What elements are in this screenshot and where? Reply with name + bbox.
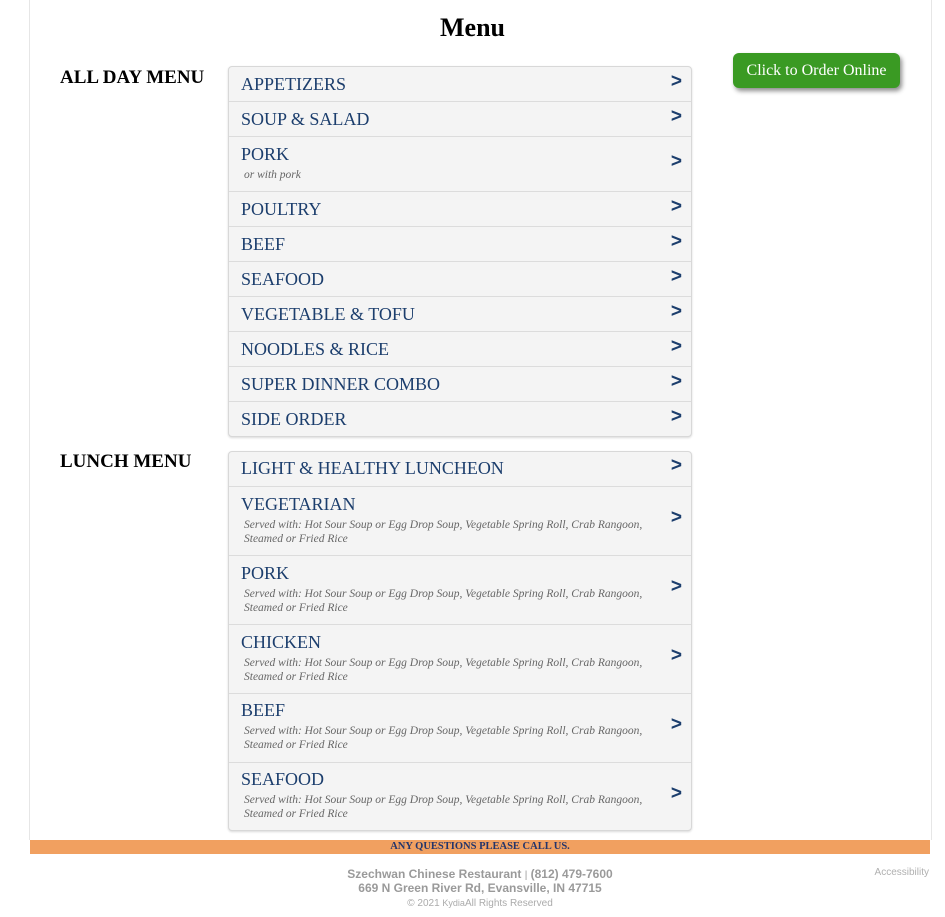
lunch-menu-list	[228, 451, 692, 831]
all-day-menu-label: ALL DAY MENU	[60, 67, 205, 88]
menu-item-vegetarian[interactable]	[229, 486, 691, 555]
restaurant-name: Szechwan Chinese Restaurant	[347, 867, 522, 881]
address-link[interactable]: 669 N Green River Rd, Evansville, IN 47715	[358, 881, 602, 895]
chevron-right-icon: >	[670, 301, 682, 322]
menu-item-title: PORK	[241, 144, 290, 164]
chevron-right-icon: >	[670, 645, 682, 666]
menu-item-noodles-rice[interactable]	[229, 331, 691, 366]
menu-item-title: VEGETARIAN	[241, 494, 356, 514]
chevron-right-icon: >	[670, 455, 682, 476]
chevron-right-icon: >	[670, 196, 682, 217]
menu-item-light-healthy-luncheon[interactable]	[229, 452, 691, 486]
menu-item-title: CHICKEN	[241, 632, 321, 652]
accessibility-link[interactable]: Accessibility	[874, 867, 929, 878]
menu-item-title: LIGHT & HEALTHY LUNCHEON	[241, 458, 504, 478]
all-day-menu-list	[228, 66, 692, 437]
menu-item-title: SEAFOOD	[241, 769, 325, 789]
menu-item-subtitle: Served with: Hot Sour Soup or Egg Drop Soup, Vegetable Spring Roll, Crab Rangoon, Steamed or Fried Rice	[244, 588, 643, 614]
chevron-right-icon: >	[670, 714, 682, 735]
kydia-link[interactable]: Kydia	[442, 898, 465, 908]
menu-item-soup-salad[interactable]	[229, 101, 691, 136]
menu-item-vegetable-tofu[interactable]	[229, 296, 691, 331]
chevron-right-icon: >	[670, 266, 682, 287]
menu-item-super-dinner-combo[interactable]	[229, 366, 691, 401]
menu-item-subtitle: Served with: Hot Sour Soup or Egg Drop Soup, Vegetable Spring Roll, Crab Rangoon, Steamed or Fried Rice	[244, 725, 643, 751]
separator: |	[524, 870, 528, 881]
menu-item-title: NOODLES & RICE	[241, 339, 389, 359]
menu-item-title: BEEF	[241, 700, 286, 720]
menu-item-lunch-seafood[interactable]	[229, 762, 691, 830]
chevron-right-icon: >	[670, 576, 682, 597]
chevron-right-icon: >	[670, 231, 682, 252]
menu-item-appetizers[interactable]	[229, 67, 691, 101]
menu-item-title: VEGETABLE & TOFU	[241, 304, 415, 324]
menu-item-title: SEAFOOD	[241, 269, 325, 289]
menu-item-title: APPETIZERS	[241, 74, 347, 94]
menu-item-subtitle: Served with: Hot Sour Soup or Egg Drop Soup, Vegetable Spring Roll, Crab Rangoon, Steamed or Fried Rice	[244, 657, 643, 683]
copyright-text: © 2021	[407, 898, 440, 909]
chevron-right-icon: >	[670, 507, 682, 528]
menu-item-title: SOUP & SALAD	[241, 109, 370, 129]
menu-item-poultry[interactable]	[229, 191, 691, 226]
page-title: Menu	[440, 13, 505, 42]
menu-item-seafood[interactable]	[229, 261, 691, 296]
menu-item-title: POULTRY	[241, 199, 322, 219]
chevron-right-icon: >	[670, 151, 682, 172]
menu-item-lunch-pork[interactable]	[229, 555, 691, 624]
menu-item-title: BEEF	[241, 234, 286, 254]
footer-copyright	[0, 898, 945, 909]
chevron-right-icon: >	[670, 406, 682, 427]
lunch-menu-label: LUNCH MENU	[60, 451, 192, 472]
menu-item-side-order[interactable]	[229, 401, 691, 436]
order-online-button[interactable]: Click to Order Online	[733, 53, 900, 88]
chevron-right-icon: >	[670, 106, 682, 127]
footer-contact	[0, 867, 945, 881]
phone-link[interactable]: (812) 479-7600	[530, 867, 613, 881]
menu-item-lunch-beef[interactable]	[229, 693, 691, 762]
menu-item-pork[interactable]	[229, 136, 691, 191]
menu-item-lunch-chicken[interactable]	[229, 624, 691, 693]
menu-item-title: SUPER DINNER COMBO	[241, 374, 441, 394]
chevron-right-icon: >	[670, 71, 682, 92]
chevron-right-icon: >	[670, 371, 682, 392]
menu-item-subtitle: or with pork	[244, 169, 301, 181]
chevron-right-icon: >	[670, 783, 682, 804]
menu-item-subtitle: Served with: Hot Sour Soup or Egg Drop Soup, Vegetable Spring Roll, Crab Rangoon, Steamed or Fried Rice	[244, 519, 643, 545]
menu-item-title: SIDE ORDER	[241, 409, 347, 429]
call-us-banner: ANY QUESTIONS PLEASE CALL US.	[30, 840, 930, 854]
menu-item-subtitle: Served with: Hot Sour Soup or Egg Drop Soup, Vegetable Spring Roll, Crab Rangoon, Steamed or Fried Rice	[244, 794, 643, 820]
chevron-right-icon: >	[670, 336, 682, 357]
menu-item-title: PORK	[241, 563, 290, 583]
rights-text: All Rights Reserved	[464, 898, 553, 909]
menu-item-beef[interactable]	[229, 226, 691, 261]
